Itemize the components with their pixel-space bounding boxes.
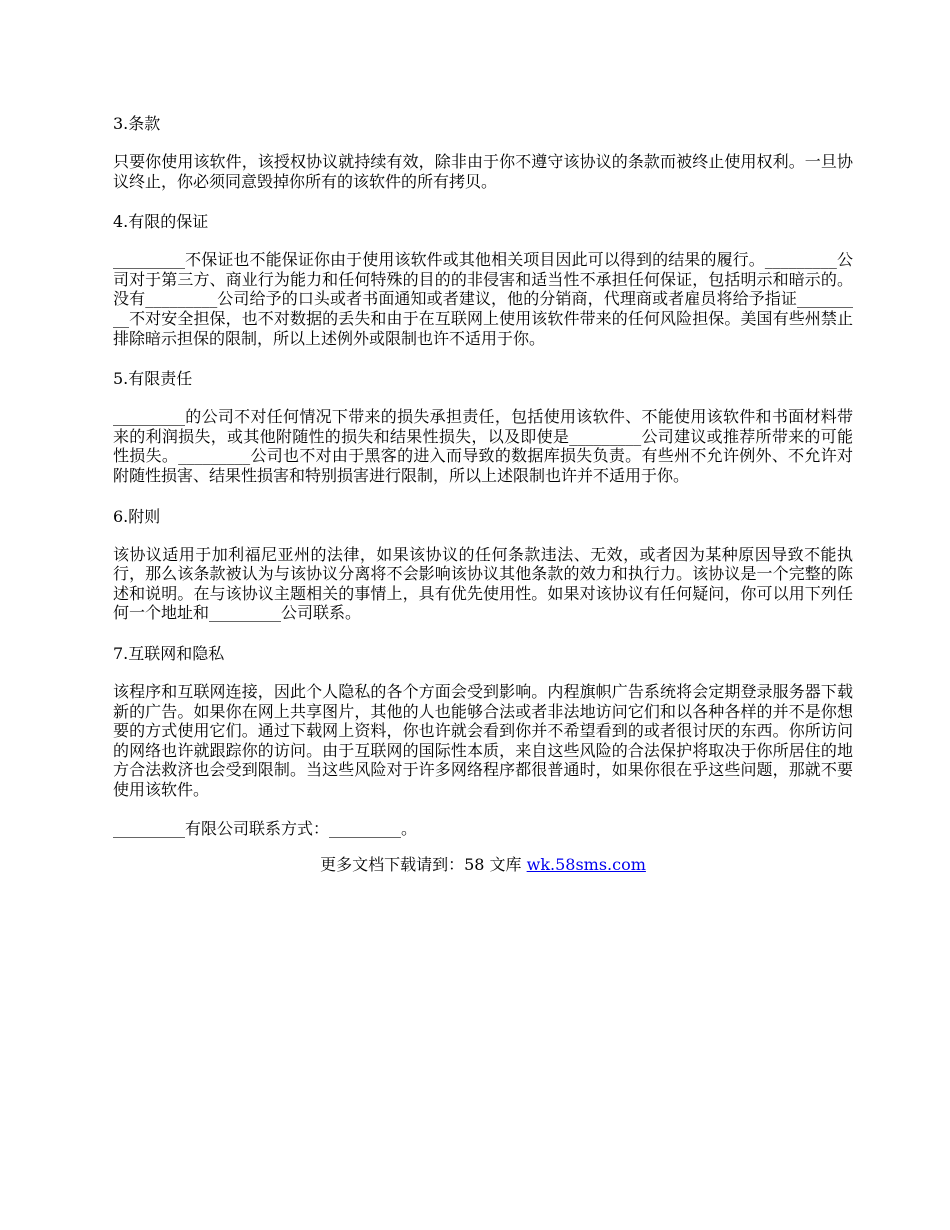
document-page: [113, 112, 853, 876]
section-body: _________的公司不对任何情况下带来的损失承担责任，包括使用该软件、不能使用该软件和书面材料带来的利润损失，或其他附随性的损失和结果性损失，以及即使是_________公司建议或推荐所带来的可能性损失。_________公司也不对由于黑客的进入而导致的数据库损失负责。有些州不允许例外、不允许对附随性损害、结果性损害和特别损害进行限制，所以上述限制也许并不适用于你。: [113, 407, 853, 485]
section-internet-privacy: [113, 642, 853, 800]
section-body: _________不保证也不能保证你由于使用该软件或其他相关项目因此可以得到的结果的履行。_________公司对于第三方、商业行为能力和任何特殊的目的的非侵害和适当性不承担任何保证，包括明示和暗示的。没有_________公司给予的口头或者书面通知或者建议，他的分销商，代理商或者雇员将给予指证_________不对安全担保，也不对数据的丢失和由于在互联网上使用该软件带来的任何风险担保。美国有些州禁止排除暗示担保的限制，所以上述例外或限制也许不适用于你。: [113, 250, 853, 348]
section-supplementary: [113, 505, 853, 623]
footer: [113, 854, 853, 876]
section-heading: 5.有限责任: [113, 369, 193, 389]
section-limited-warranty: [113, 210, 853, 348]
section-body: 只要你使用该软件，该授权协议就持续有效，除非由于你不遵守该协议的条款而被终止使用权利。一旦协议终止，你必须同意毁掉你所有的该软件的所有拷贝。: [113, 152, 853, 191]
section-heading: 3.条款: [113, 114, 161, 133]
section-body: 该程序和互联网连接，因此个人隐私的各个方面会受到影响。内程旗帜广告系统将会定期登录服务器下载新的广告。如果你在网上共享图片，其他的人也能够合法或者非法地访问它们和以各种各样的并不是你想要的方式使用它们。通过下载网上资料，你也许就会看到你并不希望看到的或者很讨厌的东西。你所访问的网络也许就跟踪你的访问。由于互联网的国际性本质，来自这些风险的合法保护将取决于你所居住的地方合法救济也会受到限制。当这些风险对于许多网络程序都很普通时，如果你很在乎这些问题，那就不要使用该软件。: [113, 681, 853, 799]
section-heading: 6.附则: [113, 506, 161, 526]
section-heading: 7.互联网和隐私: [113, 643, 225, 663]
footer-link[interactable]: wk.58sms.com: [526, 855, 646, 875]
section-limited-liability: [113, 367, 853, 485]
section-body: 该协议适用于加利福尼亚州的法律，如果该协议的任何条款违法、无效，或者因为某种原因导致不能执行，那么该条款被认为与该协议分离将不会影响该协议其他条款的效力和执行力。该协议是一个完整的陈述和说明。在与该协议主题相关的事情上，具有优先使用性。如果对该协议有任何疑问，你可以用下列任何一个地址和_________公司联系。: [113, 544, 853, 623]
footer-text: 更多文档下载请到：58 文库: [320, 855, 527, 875]
section-terms: [113, 112, 853, 191]
section-heading: 4.有限的保证: [113, 212, 209, 232]
contact-line: _________有限公司联系方式：_________。: [113, 819, 418, 839]
